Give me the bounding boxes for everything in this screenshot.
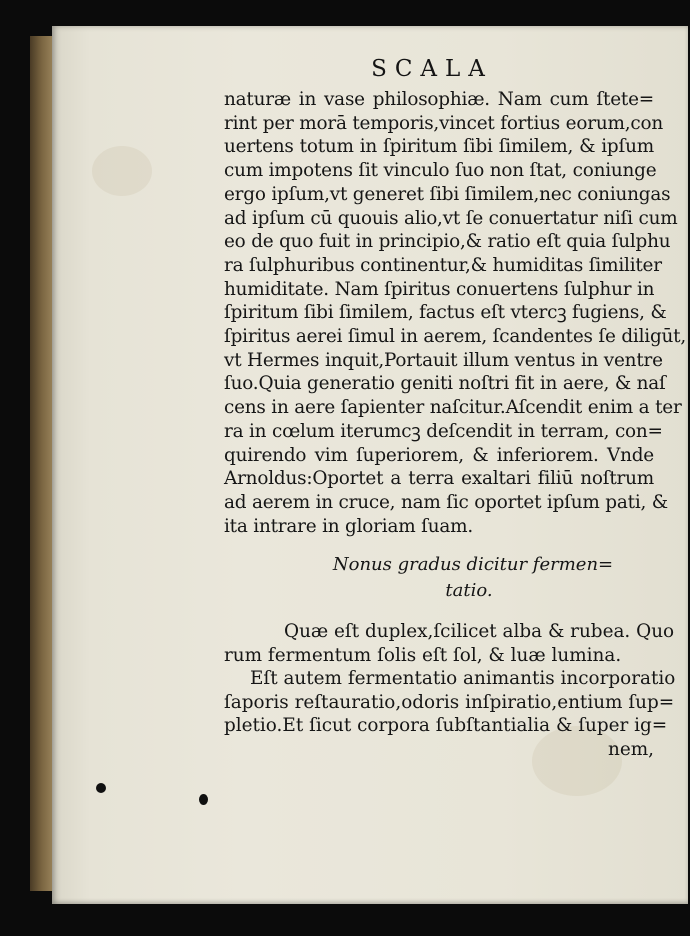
ink-spot	[199, 794, 208, 805]
section-heading-continued: tatio.	[445, 580, 493, 602]
running-title: SCALA	[371, 56, 493, 82]
text-line: ra in cœlum iterumcꝫ deſcendit in terram, con=	[224, 420, 663, 442]
paragraph-line: Quæ eſt duplex,ſcilicet alba & rubea. Quo	[284, 621, 675, 643]
text-line: cens in aere ſapienter naſcitur.Aſcendit enim a ter	[224, 397, 682, 419]
text-line: ſpiritum ſibi ſimilem, factus eſt vtercꝫ fugiens, &	[224, 302, 667, 324]
book-page	[52, 26, 688, 904]
text-line: ad aerem in cruce, nam ſic oportet ipſum pati, &	[224, 491, 668, 513]
text-line: Arnoldus:Oportet a terra exaltari filiū noſtrum	[224, 468, 654, 490]
paragraph-line: pletio.Et ſicut corpora ſubſtantialia & ſuper ig=	[224, 715, 668, 737]
section-heading: Nonus gradus dicitur fermen=	[332, 554, 614, 576]
paragraph-line: Eſt autem fermentatio animantis incorporatio	[250, 668, 676, 690]
text-line: ra ſulphuribus continentur,& humiditas ſimiliter	[224, 254, 662, 276]
text-line: uertens totum in ſpiritum ſibi ſimilem, & ipſum	[224, 136, 654, 158]
text-line: cum impotens ſit vinculo ſuo non ſtat, coniunge	[224, 160, 657, 182]
text-line: naturæ in vase philosophiæ. Nam cum ſtete=	[224, 89, 654, 110]
main-text	[224, 88, 687, 761]
paper-stain	[92, 146, 152, 196]
text-line: eo de quo fuit in principio,& ratio eſt quia ſulphu	[224, 231, 671, 253]
text-line: ad ipſum cū quouis alio,vt ſe conuertatur niſi cum	[224, 207, 678, 229]
text-line: ſuo.Quia generatio geniti noſtri fit in aere, & naſ	[224, 373, 666, 395]
text-line: humiditate. Nam ſpiritus conuertens ſulphur in	[224, 278, 655, 300]
catchword: nem,	[607, 738, 654, 760]
text-line: ergo ipſum,vt generet ſibi ſimilem,nec coniungas	[224, 183, 671, 205]
paragraph-line: rum fermentum ſolis eſt ſol, & luæ lumina.	[224, 644, 622, 666]
text-line: vt Hermes inquit,Portauit illum ventus in ventre	[224, 349, 663, 371]
text-line: ita intrare in gloriam ſuam.	[224, 515, 473, 537]
text-line: ſpiritus aerei ſimul in aerem, ſcandentes ſe diligūt,	[224, 326, 687, 348]
ink-spot	[96, 783, 106, 793]
text-line: quirendo vim ſuperiorem, & inferiorem. Vnde	[224, 444, 654, 466]
paragraph-line: ſaporis reſtauratio,odoris inſpiratio,entium ſup=	[224, 691, 675, 713]
text-line: rint per morā temporis,vincet fortius eorum,con	[224, 112, 663, 134]
